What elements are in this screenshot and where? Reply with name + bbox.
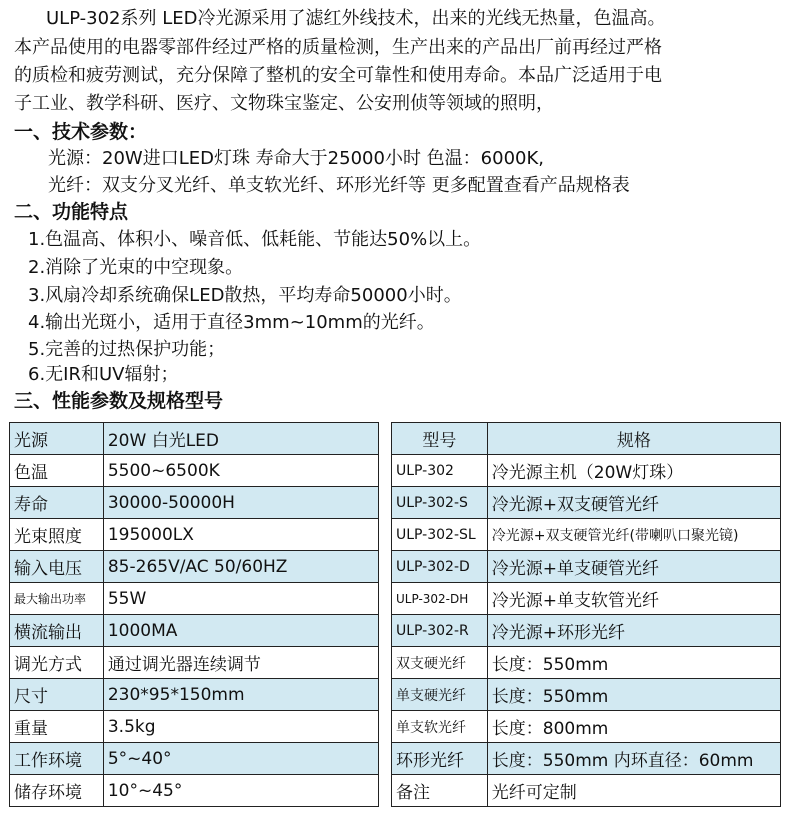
spec-cell: 冷光源+环形光纤 — [487, 615, 780, 647]
table-row — [10, 583, 379, 615]
table-row — [10, 423, 379, 455]
table-header-row — [392, 423, 781, 455]
param-value: 通过调光器连续调节 — [103, 647, 378, 679]
model-cell: ULP-302-D — [392, 551, 488, 583]
param-label: 调光方式 — [10, 647, 104, 679]
table-row — [392, 583, 781, 615]
spec-cell: 冷光源+单支硬管光纤 — [487, 551, 780, 583]
table-row — [392, 455, 781, 487]
feature-item-1: 1.色温高、体积小、噪音低、低耗能、节能达50%以上。 — [28, 229, 482, 250]
spec-cell: 长度：550mm — [487, 647, 780, 679]
feature-item-2: 2.消除了光束的中空现象。 — [28, 257, 244, 278]
param-label: 光束照度 — [10, 519, 104, 551]
spec-cell: 长度：800mm — [487, 711, 780, 743]
spec-cell: 冷光源+单支软管光纤 — [487, 583, 780, 615]
table-row — [10, 711, 379, 743]
tech-line-1: 光源：20W进口LED灯珠 寿命大于25000小时 色温：6000K, — [48, 148, 545, 169]
model-cell: 单支硬光纤 — [392, 679, 488, 711]
table-row — [10, 615, 379, 647]
param-value: 20W 白光LED — [103, 423, 378, 455]
model-cell: 单支软光纤 — [392, 711, 488, 743]
model-cell: 备注 — [392, 775, 488, 807]
param-value: 195000LX — [103, 519, 378, 551]
table-row — [392, 743, 781, 775]
feature-item-6: 6.无IR和UV辐射； — [28, 364, 179, 385]
spec-header: 规格 — [487, 423, 780, 455]
intro-line-1: ULP-302系列 LED冷光源采用了滤红外线技术，出来的光线无热量，色温高。 — [46, 8, 666, 29]
table-row — [10, 647, 379, 679]
model-cell: ULP-302-DH — [392, 583, 488, 615]
param-value: 55W — [103, 583, 378, 615]
table-row — [392, 775, 781, 807]
table-row — [10, 487, 379, 519]
model-cell: 环形光纤 — [392, 743, 488, 775]
param-label: 重量 — [10, 711, 104, 743]
tech-heading: 一、技术参数： — [14, 121, 148, 143]
table-row — [392, 551, 781, 583]
param-label: 输入电压 — [10, 551, 104, 583]
param-value: 85-265V/AC 50/60HZ — [103, 551, 378, 583]
table-row — [10, 551, 379, 583]
feature-item-5: 5.完善的过热保护功能； — [28, 339, 226, 360]
param-label: 横流输出 — [10, 615, 104, 647]
param-value: 5500~6500K — [103, 455, 378, 487]
model-cell: 双支硬光纤 — [392, 647, 488, 679]
model-table — [391, 422, 781, 807]
spec-cell: 冷光源主机（20W灯珠） — [487, 455, 780, 487]
model-header: 型号 — [392, 423, 488, 455]
spec-cell: 长度：550mm 内环直径：60mm — [487, 743, 780, 775]
table-row — [392, 487, 781, 519]
spec-cell: 冷光源+双支硬管光纤 — [487, 487, 780, 519]
table-row — [392, 519, 781, 551]
table-row — [10, 455, 379, 487]
param-label: 储存环境 — [10, 775, 104, 807]
table-row — [392, 615, 781, 647]
intro-line-4: 子工业、教学科研、医疗、文物珠宝鉴定、公安刑侦等领域的照明， — [14, 93, 554, 114]
param-value: 230*95*150mm — [103, 679, 378, 711]
table-row — [10, 743, 379, 775]
table-row — [392, 647, 781, 679]
table-row — [392, 711, 781, 743]
param-label: 工作环境 — [10, 743, 104, 775]
feature-item-4: 4.输出光斑小，适用于直径3mm~10mm的光纤。 — [28, 312, 435, 333]
param-label: 寿命 — [10, 487, 104, 519]
table-row — [10, 679, 379, 711]
param-value: 10°~45° — [103, 775, 378, 807]
tech-line-2: 光纤：双支分叉光纤、单支软光纤、环形光纤等 更多配置查看产品规格表 — [48, 175, 630, 196]
specs-heading: 三、性能参数及规格型号 — [14, 390, 224, 412]
spec-cell: 冷光源+双支硬管光纤(带喇叭口聚光镜) — [487, 519, 780, 551]
model-cell: ULP-302-SL — [392, 519, 488, 551]
performance-table — [9, 422, 379, 807]
param-label: 色温 — [10, 455, 104, 487]
table-row — [392, 679, 781, 711]
param-label: 最大输出功率 — [10, 583, 104, 615]
param-value: 30000-50000H — [103, 487, 378, 519]
param-value: 1000MA — [103, 615, 378, 647]
param-label: 光源 — [10, 423, 104, 455]
feature-item-3: 3.风扇冷却系统确保LED散热，平均寿命50000小时。 — [28, 285, 462, 306]
spec-cell: 光纤可定制 — [487, 775, 780, 807]
param-value: 5°~40° — [103, 743, 378, 775]
param-value: 3.5kg — [103, 711, 378, 743]
table-row — [10, 519, 379, 551]
spec-cell: 长度：550mm — [487, 679, 780, 711]
model-cell: ULP-302 — [392, 455, 488, 487]
features-heading: 二、功能特点 — [14, 201, 129, 223]
table-row — [10, 775, 379, 807]
model-cell: ULP-302-S — [392, 487, 488, 519]
model-cell: ULP-302-R — [392, 615, 488, 647]
intro-line-2: 本产品使用的电器零部件经过严格的质量检测，生产出来的产品出厂前再经过严格 — [14, 37, 662, 58]
param-label: 尺寸 — [10, 679, 104, 711]
intro-line-3: 的质检和疲劳测试，充分保障了整机的安全可靠性和使用寿命。本品广泛适用于电 — [14, 65, 662, 86]
